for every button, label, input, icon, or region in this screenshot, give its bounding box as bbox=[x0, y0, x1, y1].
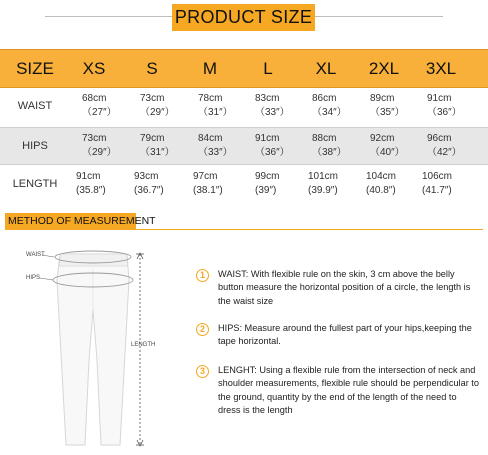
table-cell: 68cm （27″） bbox=[82, 93, 117, 118]
table-cell: 84cm （33″） bbox=[198, 133, 233, 158]
table-cell: 91cm （36″） bbox=[255, 133, 290, 158]
figure-label-hips: HIPS bbox=[26, 275, 41, 281]
step-number-2: 2 bbox=[196, 323, 209, 336]
size-m: M bbox=[202, 59, 218, 78]
table-row-length bbox=[0, 166, 488, 204]
step-text-3: LENGHT: Using a flexible rule from the intersection of neck and shoulder measurements, flexible rule should be perpendicular to the ground, quantity by the end of the length of the need to dress is the length bbox=[218, 365, 479, 415]
table-cell: 93cm (36.7″) bbox=[134, 171, 164, 196]
method-header bbox=[0, 213, 488, 233]
step-number-1: 1 bbox=[196, 269, 209, 282]
table-cell: 97cm (38.1″) bbox=[193, 171, 223, 196]
method-divider bbox=[5, 229, 483, 230]
page-title: PRODUCT SIZE bbox=[172, 4, 315, 31]
table-cell: 86cm （34″） bbox=[312, 93, 347, 118]
figure-label-length: LENGTH bbox=[131, 342, 156, 348]
table-row-waist bbox=[0, 88, 488, 126]
row-label-length: LENGTH bbox=[12, 178, 58, 190]
title-divider-right bbox=[315, 16, 443, 17]
header-size-label: SIZE bbox=[16, 59, 54, 78]
size-2xl: 2XL bbox=[368, 59, 400, 78]
table-cell: 79cm （31″） bbox=[140, 133, 175, 158]
table-cell: 78cm （31″） bbox=[198, 93, 233, 118]
row-label-waist: WAIST bbox=[17, 100, 53, 112]
table-cell: 83cm （33″） bbox=[255, 93, 290, 118]
step-text-1: WAIST: With flexible rule on the skin, 3 cm above the belly button measure the horizontal position of a circle, the length is the waist size bbox=[218, 269, 471, 306]
table-cell: 99cm (39″) bbox=[255, 171, 280, 196]
table-cell: 91cm (35.8″) bbox=[76, 171, 106, 196]
table-row-hips bbox=[0, 127, 488, 165]
table-cell: 89cm （35″） bbox=[370, 93, 405, 118]
table-cell: 91cm （36″） bbox=[427, 93, 462, 118]
table-cell: 101cm (39.9″) bbox=[308, 171, 339, 196]
size-table bbox=[0, 49, 488, 204]
table-cell: 73cm （29″） bbox=[140, 93, 175, 118]
leggings-illustration bbox=[0, 240, 190, 455]
size-l: L bbox=[263, 59, 273, 78]
step-number-3: 3 bbox=[196, 365, 209, 378]
table-cell: 104cm (40.8″) bbox=[366, 171, 397, 196]
row-label-hips: HIPS bbox=[22, 140, 48, 152]
table-cell: 88cm （38″） bbox=[312, 133, 347, 158]
title-bar bbox=[0, 0, 488, 36]
table-cell: 73cm （29″） bbox=[82, 133, 117, 158]
leggings-figure bbox=[0, 240, 190, 455]
size-s: S bbox=[146, 59, 158, 78]
method-title: METHOD OF MEASUREMENT bbox=[5, 213, 136, 229]
size-table-header bbox=[0, 49, 488, 88]
figure-label-waist: WAIST bbox=[26, 252, 45, 258]
size-3xl: 3XL bbox=[425, 59, 457, 78]
table-cell: 92cm （40″） bbox=[370, 133, 405, 158]
size-xl: XL bbox=[315, 59, 337, 78]
title-divider-left bbox=[45, 16, 172, 17]
table-cell: 96cm （42″） bbox=[427, 133, 462, 158]
size-xs: XS bbox=[82, 59, 106, 78]
table-cell: 106cm (41.7″) bbox=[422, 171, 453, 196]
step-text-2: HIPS: Measure around the fullest part of your hips,keeping the tape horizontal. bbox=[218, 323, 472, 347]
